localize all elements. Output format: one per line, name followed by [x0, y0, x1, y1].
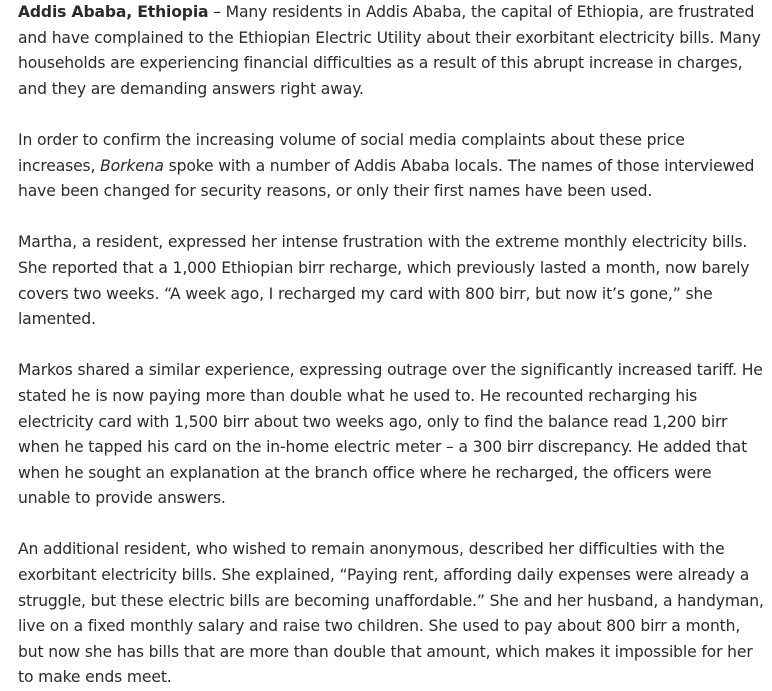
paragraph-method-text-a: In order to confirm the increasing volume of social media complaints about these price increases,	[18, 130, 685, 175]
paragraph-method-text-b: spoke with a number of Addis Ababa locals. The names of those interviewed have been changed for security reasons, or only their first names have been used.	[18, 156, 755, 201]
paragraph-martha: Martha, a resident, expressed her intense frustration with the extreme monthly electricity bills. She reported that a 1,000 Ethiopian birr recharge, which previously lasted a month, now barely covers two weeks. “A week ago, I recharged my card with 800 birr, but now it’s gone,” she lamented.	[18, 233, 750, 329]
paragraph-method	[18, 128, 764, 205]
paragraph-intro	[18, 0, 764, 102]
publication-name: Borkena	[100, 156, 164, 175]
paragraph-markos: Markos shared a similar experience, expressing outrage over the significantly increased tariff. He stated he is now paying more than double what he used to. He recounted recharging his electricity card with 1,500 birr about two weeks ago, only to find the balance read 1,200 birr when he tapped his card on the in-home electric meter – a 300 birr discrepancy. He added that when he sought an explanation at the branch office where he recharged, the officers were unable to provide answers.	[18, 361, 763, 508]
paragraph-anonymous: An additional resident, who wished to remain anonymous, described her difficulties with the exorbitant electricity bills. She explained, “Paying rent, affording daily expenses were already a struggle, but these electric bills are becoming unaffordable.” She and her husband, a handyman, live on a fixed monthly salary and raise two children. She used to pay about 800 birr a month, but now she has bills that are more than double that amount, which makes it impossible for her to make ends meet.	[18, 540, 764, 687]
paragraph-intro-text: – Many residents in Addis Ababa, the capital of Ethiopia, are frustrated and have complained to the Ethiopian Electric Utility about their exorbitant electricity bills. Many households are experiencing financial difficulties as a result of this abrupt increase in charges, and they are demanding answers right away.	[18, 3, 761, 98]
dateline: Addis Ababa, Ethiopia	[18, 3, 209, 21]
